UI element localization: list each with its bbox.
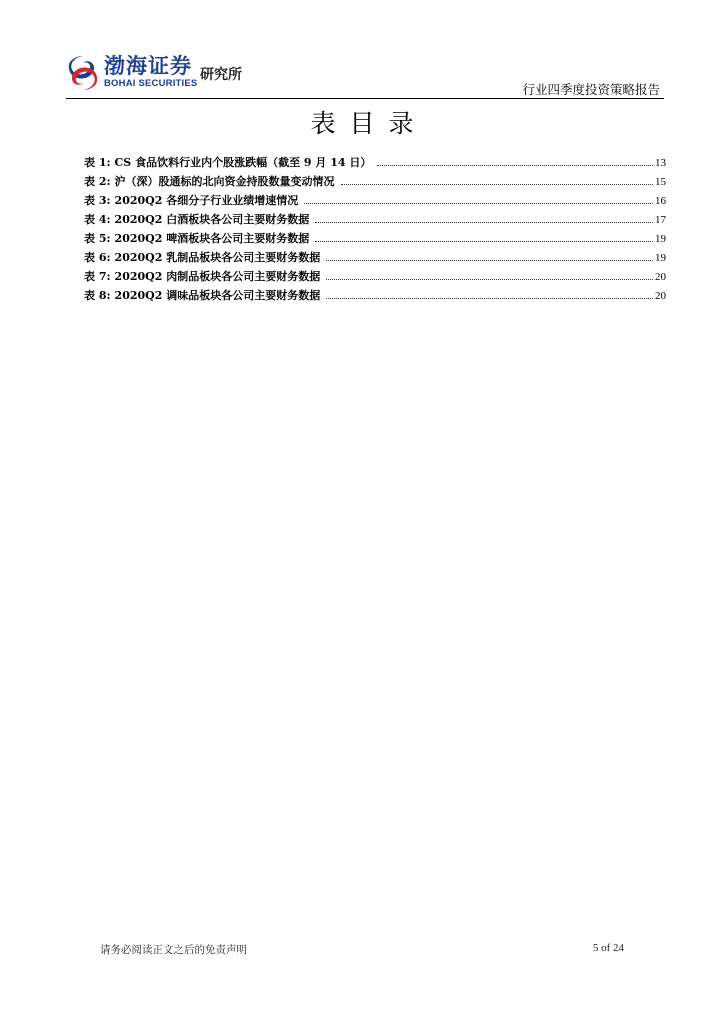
footer-disclaimer: 请务必阅读正文之后的免责声明	[100, 944, 247, 956]
logo-department: 研究所	[200, 67, 242, 83]
toc-entry-page: 15	[655, 176, 666, 188]
table-of-tables	[84, 154, 666, 306]
toc-entry[interactable]	[84, 173, 666, 192]
toc-dot-leader	[315, 222, 653, 223]
report-type: 行业四季度投资策略报告	[522, 82, 660, 97]
toc-entry-title: 2020Q2 乳制品板块各公司主要财务数据	[114, 251, 321, 264]
toc-entry-page: 16	[655, 195, 666, 207]
toc-dot-leader	[315, 241, 653, 242]
toc-dot-leader	[326, 279, 653, 280]
toc-entry-label: 表 4:	[84, 213, 111, 226]
toc-entry-label: 表 8:	[84, 289, 111, 302]
toc-entry-label: 表 3:	[84, 194, 111, 207]
header-divider	[66, 98, 664, 99]
toc-entry[interactable]	[84, 192, 666, 211]
toc-dot-leader	[377, 165, 653, 166]
toc-entry-page: 19	[655, 252, 666, 264]
toc-entry-label: 表 5:	[84, 232, 111, 245]
footer-page-number: 5 of 24	[592, 942, 624, 954]
toc-entry-page: 13	[655, 157, 666, 169]
toc-entry-page: 20	[655, 271, 666, 283]
toc-entry-label: 表 7:	[84, 270, 111, 283]
toc-entry-title: 2020Q2 白酒板块各公司主要财务数据	[114, 213, 310, 226]
toc-entry-label: 表 1:	[84, 156, 111, 169]
logo-chinese-name: 渤海证券	[104, 53, 192, 78]
toc-dot-leader	[326, 260, 653, 261]
toc-entry-title: CS 食品饮料行业内个股涨跌幅（截至 9 月 14 日）	[114, 156, 372, 169]
bohai-swirl-logo-icon	[66, 54, 100, 92]
toc-entry-title: 2020Q2 各细分子行业业绩增速情况	[114, 194, 299, 207]
toc-entry[interactable]	[84, 230, 666, 249]
toc-entry[interactable]	[84, 268, 666, 287]
toc-dot-leader	[341, 184, 653, 185]
toc-entry[interactable]	[84, 249, 666, 268]
toc-dot-leader	[326, 298, 653, 299]
toc-entry[interactable]	[84, 211, 666, 230]
toc-dot-leader	[304, 203, 653, 204]
toc-entry-page: 17	[655, 214, 666, 226]
company-logo	[66, 52, 306, 96]
toc-entry-title: 2020Q2 调味品板块各公司主要财务数据	[114, 289, 321, 302]
toc-entry-page: 19	[655, 233, 666, 245]
toc-entry[interactable]	[84, 154, 666, 173]
logo-english-name: BOHAI SECURITIES	[104, 78, 198, 89]
toc-entry-title: 沪（深）股通标的北向资金持股数量变动情况	[114, 175, 335, 188]
toc-entry[interactable]	[84, 287, 666, 306]
toc-entry-title: 2020Q2 肉制品板块各公司主要财务数据	[114, 270, 321, 283]
toc-entry-label: 表 6:	[84, 251, 111, 264]
toc-entry-label: 表 2:	[84, 175, 111, 188]
toc-entry-title: 2020Q2 啤酒板块各公司主要财务数据	[114, 232, 310, 245]
toc-title: 表目录	[310, 109, 428, 138]
toc-entry-page: 20	[655, 290, 666, 302]
